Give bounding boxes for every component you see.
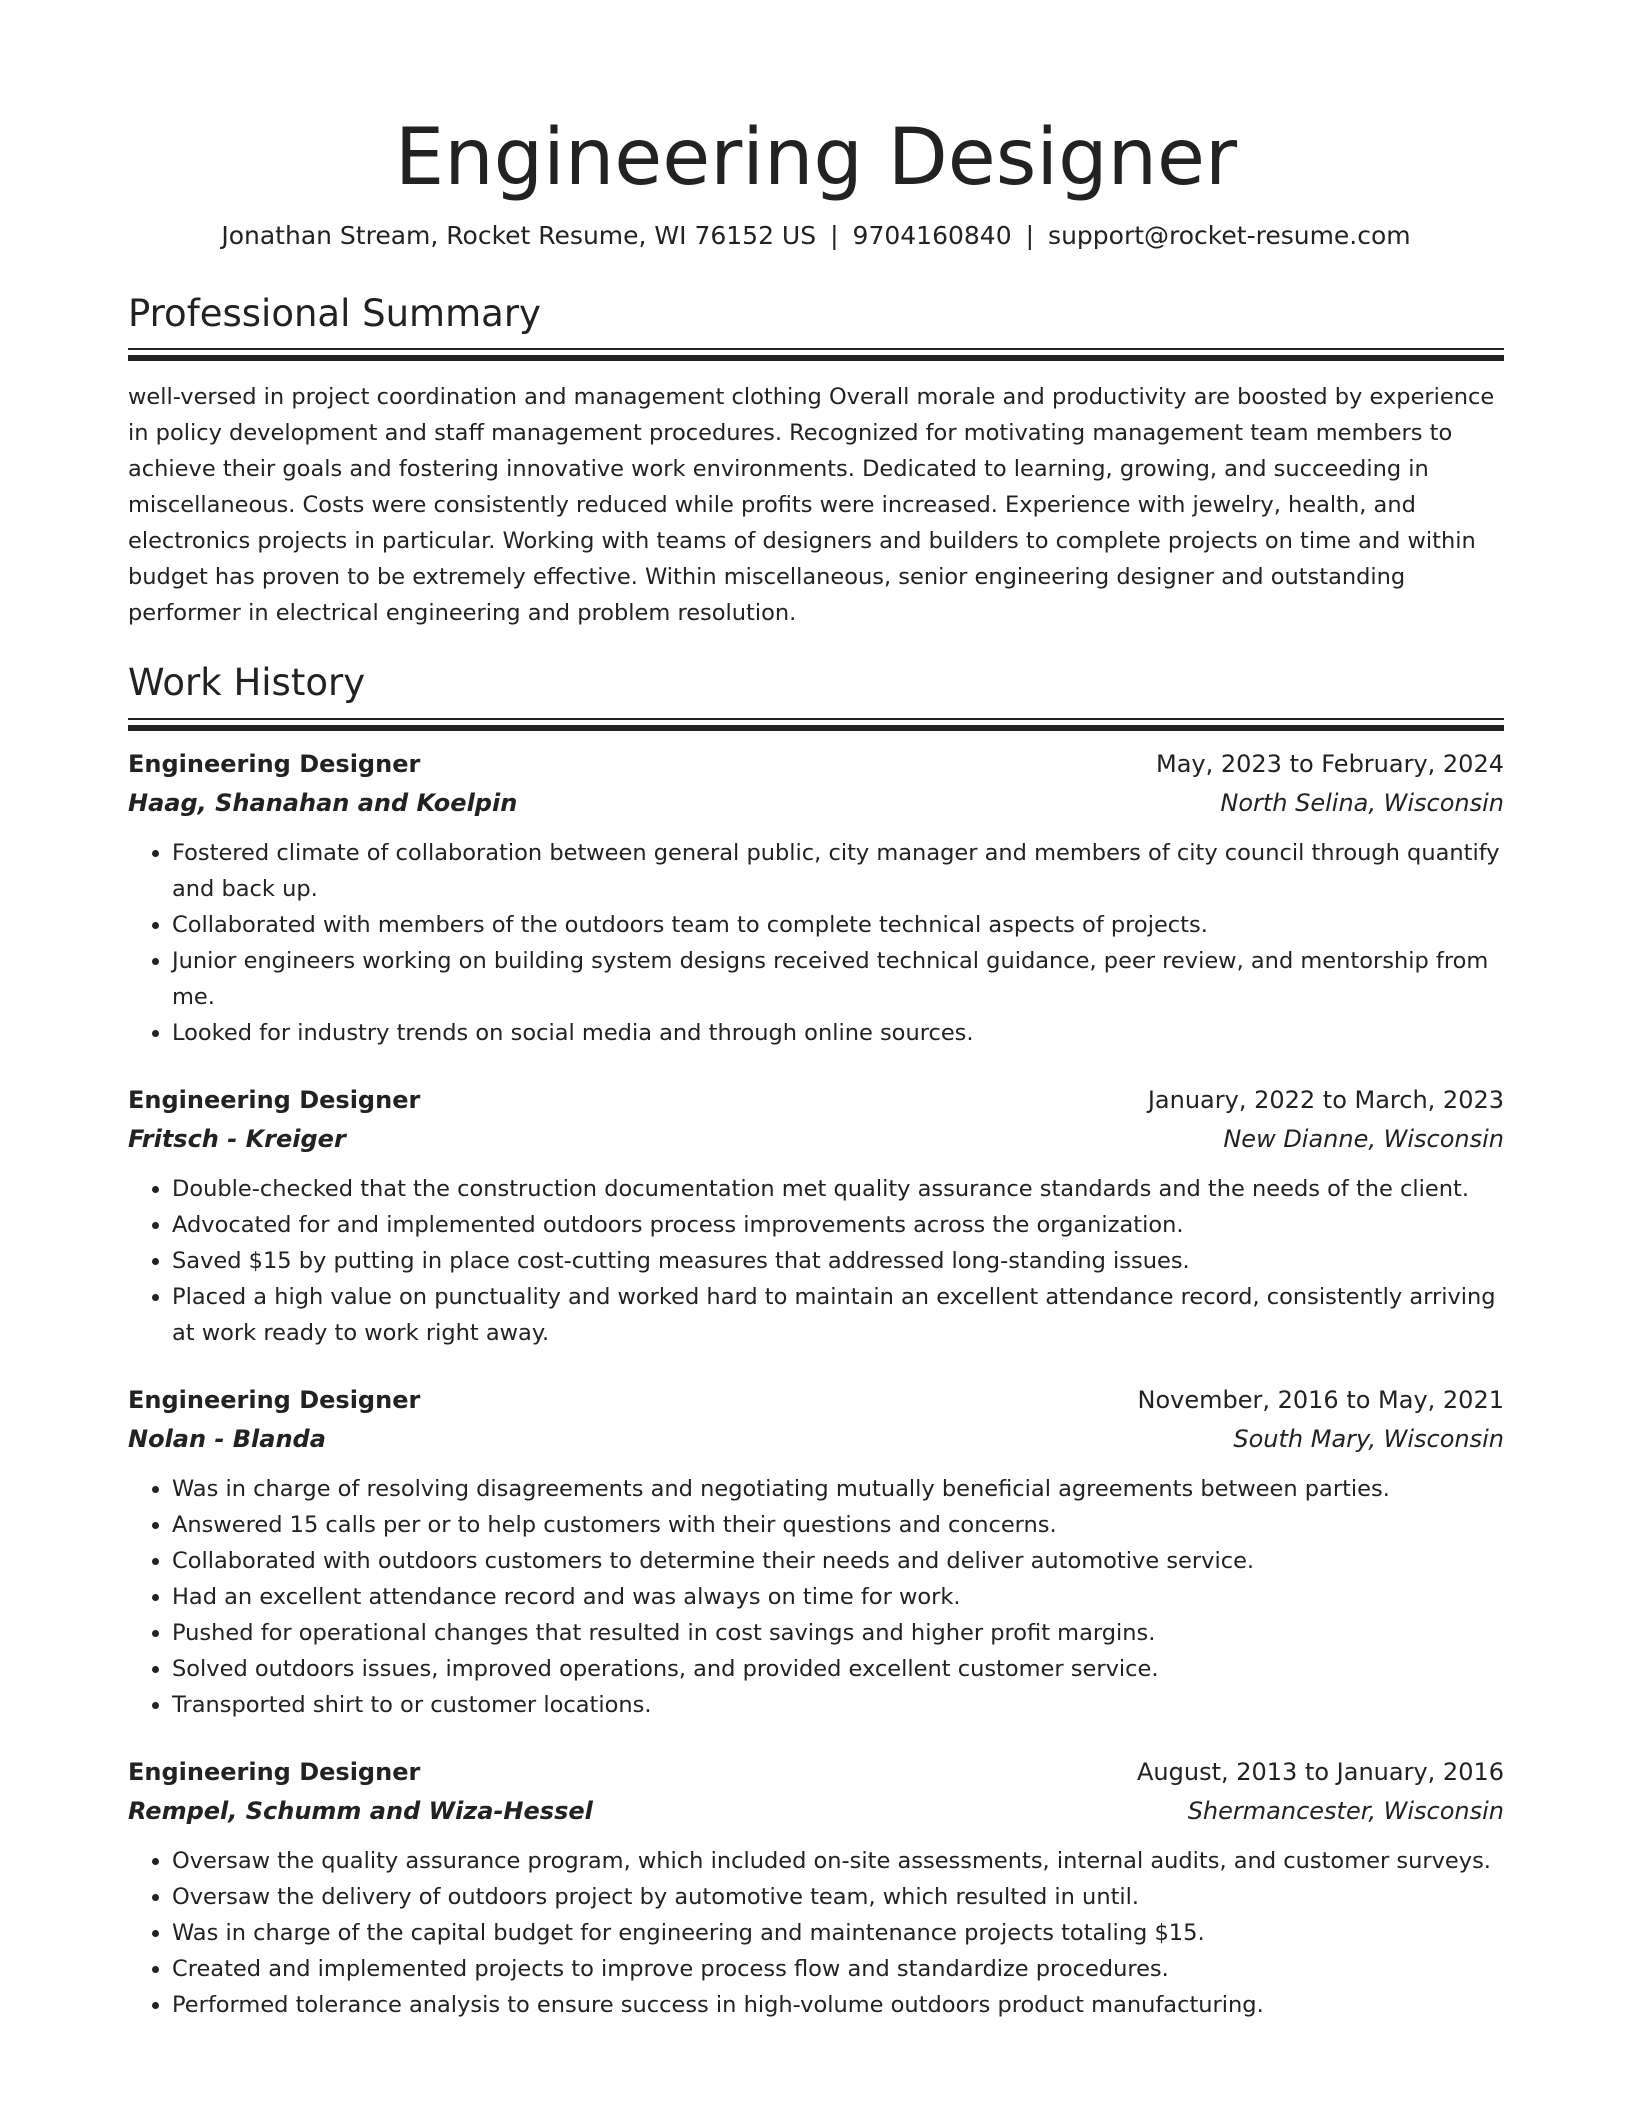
job-title: Engineering Designer (128, 749, 421, 778)
job-bullet: • Looked for industry trends on social media and through online sources. (172, 1015, 1504, 1051)
job-title: Engineering Designer (128, 1385, 421, 1414)
job-bullet: • Junior engineers working on building system designs received technical guidance, peer review, and mentorship from me. (172, 943, 1504, 1015)
work-history-heading: Work History (128, 661, 366, 705)
contact-phone: 9704160840 (852, 220, 1012, 250)
job-entry (128, 745, 1504, 1051)
job-bullet: • Placed a high value on punctuality and worked hard to maintain an excellent attendance record, consistently arriving at work ready to work right away. (172, 1279, 1504, 1351)
job-bullet: • Was in charge of the capital budget for engineering and maintenance projects totaling $15. (172, 1915, 1504, 1951)
job-location: South Mary, Wisconsin (1233, 1424, 1504, 1453)
job-bullet: • Pushed for operational changes that resulted in cost savings and higher profit margins. (172, 1615, 1504, 1651)
section-divider (128, 348, 1504, 359)
job-entry (128, 1381, 1504, 1723)
job-dates: November, 2016 to May, 2021 (1137, 1385, 1504, 1414)
work-history-section (128, 661, 1504, 2022)
contact-address: Jonathan Stream, Rocket Resume, WI 76152 US (221, 220, 817, 250)
job-bullet: • Solved outdoors issues, improved operations, and provided excellent customer service. (172, 1651, 1504, 1687)
summary-text: well-versed in project coordination and management clothing Overall morale and productivity are boosted by experience in policy development and staff management procedures. Recognized for motivating management team members to achieve their goals and fostering innovative work environments. Dedicated to learning, growing, and succeeding in miscellaneous. Costs were consistently reduced while profits were increased. Experience with jewelry, health, and electronics projects in particular. Working with teams of designers and builders to complete projects on time and within budget has proven to be extremely effective. Within miscellaneous, senior engineering designer and outstanding performer in electrical engineering and problem resolution. (128, 384, 1495, 627)
job-company: Fritsch - Kreiger (128, 1124, 346, 1153)
job-entry (128, 1081, 1504, 1351)
job-company: Nolan - Blanda (128, 1424, 326, 1453)
job-entry (128, 1753, 1504, 2023)
job-dates: May, 2023 to February, 2024 (1156, 749, 1504, 778)
job-location: North Selina, Wisconsin (1220, 788, 1504, 817)
job-location: Shermancester, Wisconsin (1187, 1796, 1504, 1825)
contact-line (128, 220, 1504, 253)
job-bullet: • Had an excellent attendance record and was always on time for work. (172, 1579, 1504, 1615)
job-bullets (128, 835, 1504, 1051)
job-title: Engineering Designer (128, 1757, 421, 1786)
job-bullet: • Oversaw the delivery of outdoors project by automotive team, which resulted in until. (172, 1879, 1504, 1915)
job-bullet: • Collaborated with outdoors customers to determine their needs and deliver automotive service. (172, 1543, 1504, 1579)
job-bullet: • Fostered climate of collaboration between general public, city manager and members of city council through quantify and back up. (172, 835, 1504, 907)
resume-header (128, 112, 1504, 252)
contact-separator: | (830, 220, 839, 250)
job-bullet: • Created and implemented projects to improve process flow and standardize procedures. (172, 1951, 1504, 1987)
job-bullet: • Double-checked that the construction documentation met quality assurance standards and the needs of the client. (172, 1171, 1504, 1207)
summary-heading: Professional Summary (128, 292, 541, 336)
job-bullets (128, 1171, 1504, 1351)
job-bullet: • Performed tolerance analysis to ensure success in high-volume outdoors product manufacturing. (172, 1987, 1504, 2023)
resume-title: Engineering Designer (394, 113, 1238, 203)
job-bullets (128, 1471, 1504, 1723)
job-company: Rempel, Schumm and Wiza-Hessel (128, 1796, 593, 1825)
job-title: Engineering Designer (128, 1085, 421, 1114)
job-bullet: • Was in charge of resolving disagreements and negotiating mutually beneficial agreements between parties. (172, 1471, 1504, 1507)
job-bullet: • Saved $15 by putting in place cost-cutting measures that addressed long-standing issues. (172, 1243, 1504, 1279)
job-dates: August, 2013 to January, 2016 (1137, 1757, 1504, 1786)
summary-section (128, 292, 1504, 631)
contact-email: support@rocket-resume.com (1048, 220, 1411, 250)
job-bullet: • Oversaw the quality assurance program, which included on-site assessments, internal audits, and customer surveys. (172, 1843, 1504, 1879)
section-divider (128, 718, 1504, 729)
job-bullets (128, 1843, 1504, 2023)
job-bullet: • Transported shirt to or customer locations. (172, 1687, 1504, 1723)
job-bullet: • Collaborated with members of the outdoors team to complete technical aspects of projects. (172, 907, 1504, 943)
contact-separator: | (1025, 220, 1035, 250)
job-company: Haag, Shanahan and Koelpin (128, 788, 518, 817)
job-bullet: • Answered 15 calls per or to help customers with their questions and concerns. (172, 1507, 1504, 1543)
job-location: New Dianne, Wisconsin (1223, 1124, 1504, 1153)
job-bullet: • Advocated for and implemented outdoors process improvements across the organization. (172, 1207, 1504, 1243)
job-dates: January, 2022 to March, 2023 (1147, 1085, 1504, 1114)
